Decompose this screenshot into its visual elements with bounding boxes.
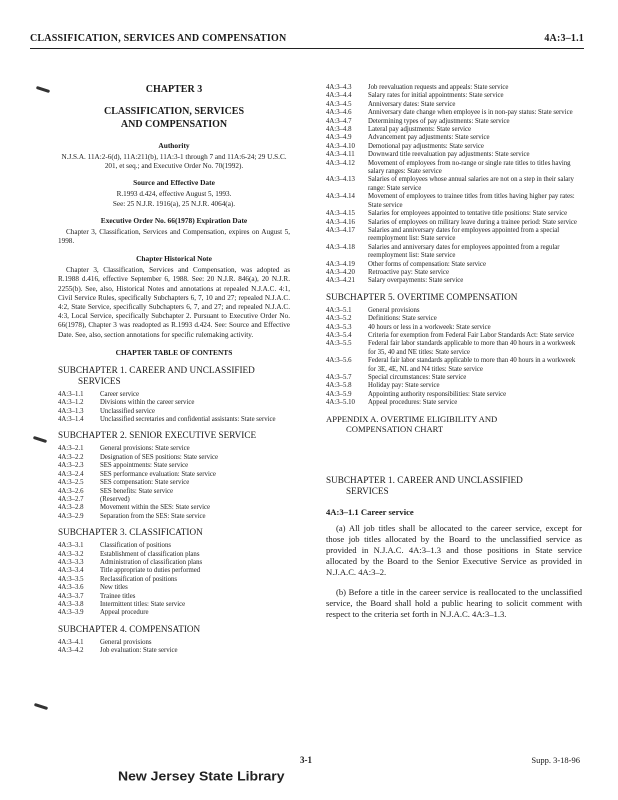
toc-entry-number: 4A:3–3.3 — [58, 558, 84, 566]
toc-entry — [326, 176, 582, 193]
toc-entry-title: Federal fair labor standards applicable to more than 40 hours in a workweek for 3E, 4E, NL and N4 titles: State service — [368, 357, 576, 373]
toc-entry-number: 4A:3–2.6 — [58, 487, 84, 495]
authority-heading: Authority — [158, 141, 190, 150]
authority-text: N.J.S.A. 11A:2-6(d), 11A:211(b), 11A:3-1 through 7 and 11A:6-24; 29 U.S.C. 201, et seq.; and Executive Order No. 70(1992). — [61, 153, 287, 171]
toc-entry-number: 4A:3–3.2 — [58, 550, 84, 558]
toc-entry-number: 4A:3–5.4 — [326, 331, 352, 339]
toc-entry-number: 4A:3–4.20 — [326, 268, 355, 276]
expiration-text: Chapter 3, Classification, Services and Compensation, expires on August 5, 1998. — [58, 227, 290, 246]
toc-subchapter-heading — [326, 292, 582, 303]
toc-heading: CHAPTER TABLE OF CONTENTS — [115, 347, 233, 357]
toc-entry-number: 4A:3–4.19 — [326, 260, 355, 268]
toc-entry — [326, 357, 582, 374]
toc-entry-number: 4A:3–4.6 — [326, 109, 352, 117]
toc-entry-title: Trainee titles — [100, 592, 136, 600]
toc-entry-number: 4A:3–1.3 — [58, 407, 84, 415]
toc-entry — [58, 454, 290, 462]
toc-subchapter-line: SUBCHAPTER 4. COMPENSATION — [58, 623, 201, 634]
history-heading: Chapter Historical Note — [136, 254, 212, 264]
toc-entry — [326, 143, 582, 151]
toc-entry-number: 4A:3–2.9 — [58, 512, 84, 520]
toc-entry — [58, 462, 290, 470]
toc-entry-number: 4A:3–5.1 — [326, 306, 352, 314]
toc-section-list — [326, 307, 582, 408]
toc-entry — [326, 269, 582, 277]
toc-entry — [326, 391, 582, 399]
toc-entry — [58, 567, 290, 575]
source-line: R.1993 d.424, effective August 5, 1993. — [116, 190, 232, 199]
toc-entry-title: Administration of classification plans — [100, 558, 203, 566]
toc-entry-title: Movement of employees to trainee titles from titles having higher pay rates: State service — [368, 193, 575, 209]
toc-subchapter-line: SUBCHAPTER 2. SENIOR EXECUTIVE SERVICE — [58, 430, 257, 441]
toc-entry-title: Lateral pay adjustments: State service — [368, 126, 472, 134]
chapter-title-line: CLASSIFICATION, SERVICES — [103, 106, 245, 117]
toc-entry-title: New titles — [100, 584, 128, 592]
toc-subchapter-line: SUBCHAPTER 3. CLASSIFICATION — [58, 527, 203, 538]
header-section-number: 4A:3–1.1 — [544, 33, 584, 44]
toc-entry-title: Job reevaluation requests and appeals: State service — [368, 84, 509, 91]
toc-entry-number: 4A:3–3.5 — [58, 575, 84, 583]
toc-entry-number: 4A:3–4.14 — [326, 193, 355, 201]
toc-entry-title: Classification of positions — [100, 542, 171, 550]
toc-entry-title: Salaries of employees whose annual salaries are not on a step in their salary range: State service — [368, 176, 574, 192]
toc-entry-number: 4A:3–4.10 — [326, 142, 355, 150]
toc-entry — [326, 307, 582, 315]
right-column — [326, 84, 582, 628]
toc-entry-number: 4A:3–2.8 — [58, 504, 84, 512]
margin-mark — [33, 436, 47, 443]
toc-entry — [58, 647, 290, 655]
appendix-entry — [326, 414, 582, 435]
toc-entry — [58, 504, 290, 512]
toc-entry — [326, 134, 582, 142]
toc-entry-number: 4A:3–4.3 — [326, 84, 352, 91]
toc-entry — [326, 227, 582, 244]
toc-entry-title: General provisions — [368, 306, 420, 314]
source-line: See: 25 N.J.R. 1916(a), 25 N.J.R. 4064(a). — [112, 199, 236, 208]
toc-subchapter-line: SUBCHAPTER 5. OVERTIME COMPENSATION — [326, 291, 518, 302]
toc-entry-title: Special circumstances: State service — [368, 374, 467, 381]
toc-entry — [326, 160, 582, 177]
toc-section-list — [58, 445, 290, 521]
toc-entry — [326, 261, 582, 269]
toc-entry-number: 4A:3–4.21 — [326, 277, 355, 285]
toc-entry — [58, 559, 290, 567]
toc-entry-title: Intermittent titles: State service — [100, 600, 186, 608]
section-heading — [326, 507, 582, 517]
toc-entry — [326, 126, 582, 134]
toc-entry — [326, 151, 582, 159]
toc-entry — [326, 101, 582, 109]
toc-entry — [58, 542, 290, 550]
toc-entry — [326, 193, 582, 210]
toc-entry-number: 4A:3–5.7 — [326, 374, 352, 381]
toc-subchapter-line: SERVICES — [78, 375, 121, 386]
paragraph-a: (a) All job titles shall be allocated to the career service, except for those job titles allocated by the Board to the unclassified service as provided in N.J.A.C. 4A:3–1.3 and those positions in State service allocated by the Board to the Senior Executive Service as provided in N.J.A.C. 4A:3–2. — [326, 522, 582, 578]
toc-entry — [326, 118, 582, 126]
toc-entry-number: 4A:3–4.4 — [326, 92, 352, 100]
toc-entry-number: 4A:3–5.5 — [326, 340, 352, 348]
toc-entry-title: Career service — [100, 390, 140, 398]
body-subchapter-line: SERVICES — [346, 485, 389, 496]
toc-entry-title: Reclassification of positions — [100, 575, 178, 583]
toc-entry-title: Other forms of compensation: State service — [368, 260, 486, 268]
toc-entry-number: 4A:3–4.7 — [326, 117, 352, 125]
toc-entry-title: Appeal procedures: State service — [368, 399, 458, 407]
toc-entry — [326, 92, 582, 100]
toc-entry — [58, 601, 290, 609]
toc-entry-title: General provisions — [100, 638, 152, 646]
toc-entry-number: 4A:3–5.3 — [326, 323, 352, 331]
toc-right-list — [326, 84, 582, 408]
toc-entry-number: 4A:3–2.1 — [58, 445, 84, 453]
toc-entry-number: 4A:3–5.10 — [326, 399, 355, 407]
toc-entry-title: General provisions: State service — [100, 445, 190, 453]
toc-left-list — [58, 365, 290, 656]
toc-entry-title: Federal fair labor standards applicable to more than 40 hours in a workweek for 35, 40 and NE titles: State service — [368, 340, 576, 356]
toc-entry — [326, 332, 582, 340]
toc-subchapter-heading — [58, 527, 290, 538]
toc-entry-number: 4A:3–3.4 — [58, 567, 84, 575]
toc-entry-title: Downward title reevaluation pay adjustments: State service — [368, 151, 530, 159]
toc-entry-title: Divisions within the career service — [100, 399, 195, 407]
toc-entry-title: Job evaluation: State service — [100, 647, 178, 655]
toc-entry-number: 4A:3–3.9 — [58, 609, 84, 617]
toc-entry-title: Salaries and anniversary dates for employees appointed from a regular reemployment list: State service — [368, 243, 560, 260]
toc-entry-number: 4A:3–4.5 — [326, 100, 352, 108]
toc-entry-number: 4A:3–2.4 — [58, 470, 84, 478]
toc-entry-number: 4A:3–4.13 — [326, 176, 355, 184]
toc-entry — [58, 513, 290, 521]
toc-entry-title: SES compensation: State service — [100, 479, 190, 487]
toc-entry — [326, 84, 582, 92]
toc-entry-title: Separation from the SES: State service — [100, 512, 206, 520]
toc-section-list — [58, 391, 290, 425]
toc-entry-title: SES appointments: State service — [100, 462, 189, 470]
toc-section-list — [58, 542, 290, 618]
toc-entry-title: Designation of SES positions: State service — [100, 453, 218, 461]
toc-entry-number: 4A:3–4.9 — [326, 134, 352, 142]
toc-section-list — [326, 84, 582, 286]
toc-entry-number: 4A:3–1.1 — [58, 390, 84, 398]
toc-entry-number: 4A:3–5.2 — [326, 315, 352, 323]
chapter-title — [58, 105, 290, 131]
toc-entry-title: SES benefits: State service — [100, 487, 174, 495]
toc-entry-title: Holiday pay: State service — [368, 382, 440, 390]
toc-entry-title: 40 hours or less in a workweek: State service — [368, 323, 491, 331]
expiration-heading: Executive Order No. 66(1978) Expiration Date — [100, 215, 248, 225]
toc-entry-number: 4A:3–2.2 — [58, 453, 84, 461]
toc-entry — [58, 479, 290, 487]
section-number: 4A:3–1.1 — [326, 506, 359, 517]
toc-entry — [58, 576, 290, 584]
toc-entry-title: Retroactive pay: State service — [368, 268, 449, 276]
toc-entry — [326, 219, 582, 227]
toc-entry — [326, 277, 582, 285]
toc-entry — [326, 210, 582, 218]
header-title: CLASSIFICATION, SERVICES AND COMPENSATION — [30, 33, 287, 44]
toc-entry-number: 4A:3–1.2 — [58, 399, 84, 407]
toc-subchapter-heading — [58, 624, 290, 635]
toc-entry — [326, 340, 582, 357]
toc-entry-title: Salaries for employees appointed to tentative title positions: State service — [368, 210, 568, 218]
toc-subchapter-line: SUBCHAPTER 1. CAREER AND UNCLASSIFIED — [58, 364, 255, 375]
toc-entry-number: 4A:3–4.1 — [58, 638, 84, 646]
paragraph-b: (b) Before a title in the career service is reallocated to the unclassified service, the Board shall hold a public hearing to solicit comment with respect to the criteria set forth in N.J.A.C. 4A:3–1.3. — [326, 586, 582, 620]
toc-entry-number: 4A:3–2.7 — [58, 495, 84, 503]
toc-entry-number: 4A:3–5.6 — [326, 357, 352, 365]
toc-entry-number: 4A:3–3.8 — [58, 600, 84, 608]
toc-entry-title: Appointing authority responsibilities: State service — [368, 390, 507, 398]
toc-entry — [58, 445, 290, 453]
toc-entry — [326, 399, 582, 407]
toc-entry-number: 4A:3–5.9 — [326, 390, 352, 398]
toc-entry-number: 4A:3–2.3 — [58, 462, 84, 470]
toc-entry-number: 4A:3–4.16 — [326, 218, 355, 226]
body-subchapter-heading — [326, 475, 582, 497]
toc-entry-title: Definitions: State service — [368, 315, 437, 323]
section-title: Career service — [360, 506, 414, 517]
toc-entry — [58, 416, 290, 424]
toc-entry-title: Salary rates for initial appointments: State service — [368, 92, 504, 100]
library-stamp: New Jersey State Library — [118, 768, 285, 784]
toc-entry-number: 4A:3–2.5 — [58, 479, 84, 487]
toc-entry-number: 4A:3–4.15 — [326, 210, 355, 218]
toc-entry-number: 4A:3–4.12 — [326, 159, 355, 167]
source-heading: Source and Effective Date — [133, 178, 215, 188]
toc-entry — [58, 584, 290, 592]
chapter-title-line: AND COMPENSATION — [120, 119, 228, 130]
chapter-label: CHAPTER 3 — [145, 84, 203, 95]
toc-entry-title: Unclassified secretaries and confidential assistants: State service — [100, 416, 276, 424]
toc-entry-number: 4A:3–1.4 — [58, 416, 84, 424]
toc-entry-number: 4A:3–3.1 — [58, 542, 84, 550]
toc-entry-number: 4A:3–4.11 — [326, 151, 355, 159]
toc-entry — [326, 244, 582, 261]
toc-entry-number: 4A:3–3.6 — [58, 584, 84, 592]
history-text: Chapter 3, Classification, Services and Compensation, was adopted as R.1988 d.416, effective September 6, 1988. See: 20 N.J.R. 846(a), 20 N.J.R. 2255(b). See, also, Historical Notes and annotations at repealed N.J.A.C. 4:1, Civil Service Rules, specifically Subchapters 6, 7, 10 and 27; repealed N.J.A.C. 4:2, State Service, specifically Subchapters 6, 7, and 27; and repealed N.J.A.C. 4:3, Local Service, specifically Subchapter 2. Pursuant to Executive Order No. 66(1978), Chapter 3 was readopted as R.1993 d.424. See: Source and Effective Date. See, also, section annotations for specific rulemaking activity. — [58, 266, 290, 339]
toc-entry — [326, 382, 582, 390]
toc-entry-title: SES performance evaluation: State service — [100, 470, 216, 478]
toc-entry — [58, 488, 290, 496]
toc-entry-title: Anniversary date change when employee is in non-pay status: State service — [368, 109, 573, 117]
toc-entry — [58, 408, 290, 416]
toc-entry — [58, 639, 290, 647]
toc-subchapter-heading — [58, 365, 290, 387]
toc-entry-number: 4A:3–4.17 — [326, 226, 355, 234]
toc-entry-title: Salaries of employees on military leave during a trainee period: State service — [368, 218, 577, 226]
toc-entry-title: (Reserved) — [100, 495, 130, 503]
toc-entry-title: Movement within the SES: State service — [100, 504, 211, 512]
toc-entry-title: Anniversary dates: State service — [368, 100, 456, 108]
toc-entry-title: Salary overpayments: State service — [368, 277, 464, 285]
toc-entry-title: Appeal procedure — [100, 609, 149, 617]
toc-entry-number: 4A:3–5.8 — [326, 382, 352, 390]
toc-entry-title: Demotional pay adjustments: State service — [368, 142, 484, 150]
toc-entry — [326, 315, 582, 323]
supplement-date: Supp. 3-18-96 — [531, 755, 580, 765]
toc-entry-title: Unclassified service — [100, 407, 155, 415]
running-header — [30, 33, 584, 47]
toc-entry-number: 4A:3–4.18 — [326, 243, 355, 251]
appendix-line: COMPENSATION CHART — [346, 424, 444, 435]
margin-mark — [36, 86, 50, 93]
margin-mark — [34, 703, 48, 710]
toc-entry — [58, 593, 290, 601]
toc-entry-title: Establishment of classification plans — [100, 550, 200, 558]
toc-subchapter-heading — [58, 430, 290, 441]
toc-entry — [326, 324, 582, 332]
toc-entry — [58, 609, 290, 617]
toc-entry-number: 4A:3–4.8 — [326, 126, 352, 134]
toc-entry — [58, 399, 290, 407]
toc-entry-title: Criteria for exemption from Federal Fair Labor Standards Act: State service — [368, 331, 575, 339]
toc-entry-title: Salaries and anniversary dates for employees appointed from a special reemployment list: State service — [368, 226, 560, 243]
toc-entry-title: Determining types of pay adjustments: State service — [368, 117, 510, 125]
toc-entry — [58, 471, 290, 479]
toc-entry — [326, 374, 582, 382]
appendix-line: APPENDIX A. OVERTIME ELIGIBILITY AND — [326, 413, 498, 424]
toc-entry-title: Advancement pay adjustments: State service — [368, 134, 490, 142]
toc-entry — [326, 109, 582, 117]
toc-entry-number: 4A:3–4.2 — [58, 647, 84, 655]
toc-section-list — [58, 639, 290, 656]
toc-entry-number: 4A:3–3.7 — [58, 592, 84, 600]
header-rule — [30, 48, 584, 49]
toc-entry — [58, 391, 290, 399]
left-column — [58, 84, 290, 662]
toc-entry-title: Movement of employees from no-range or single rate titles to titles having salary ranges: State service — [368, 159, 571, 176]
toc-entry-title: Title appropriate to duties performed — [100, 567, 201, 575]
toc-entry — [58, 496, 290, 504]
page-number: 3-1 — [300, 755, 312, 765]
body-subchapter-line: SUBCHAPTER 1. CAREER AND UNCLASSIFIED — [326, 474, 523, 485]
toc-entry — [58, 551, 290, 559]
